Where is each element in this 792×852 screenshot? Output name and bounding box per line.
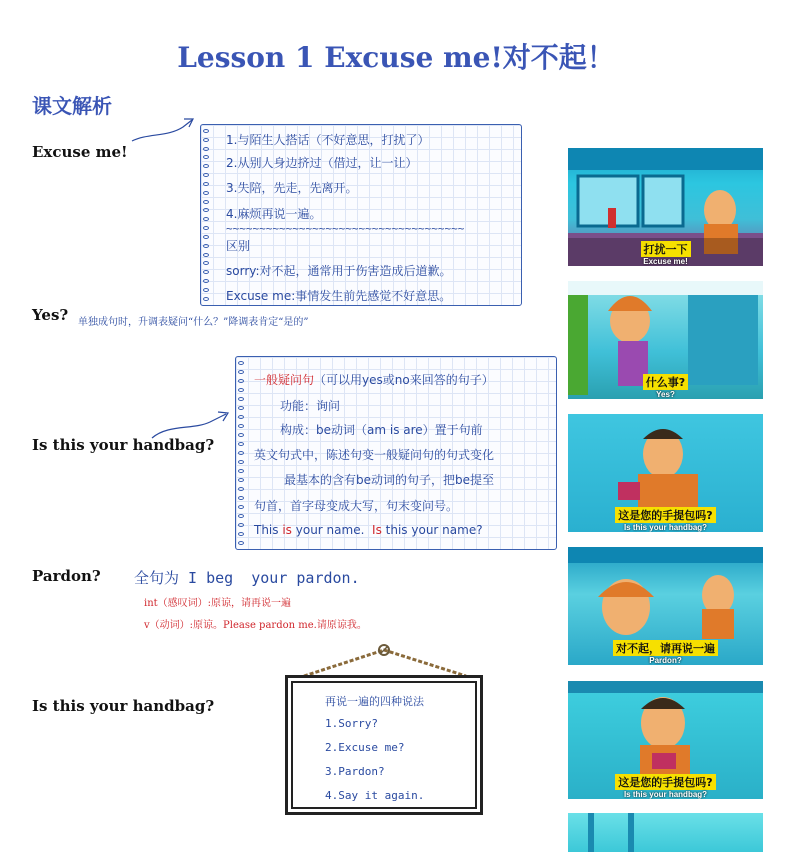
frame-heading: 再说一遍的四种说法 — [325, 695, 424, 708]
video-frame-1 — [568, 148, 763, 266]
example-text: This — [254, 523, 283, 537]
caption-chinese: 对不起，请再说一遍 — [613, 640, 718, 656]
example-highlight: Is — [372, 523, 382, 537]
frame-item: 2.Excuse me? — [325, 741, 405, 754]
yes-note: 单独成句时，升调表疑问“什么？”降调表肯定“是的” — [78, 317, 309, 328]
video-frame-6 — [568, 813, 763, 852]
frame-item: 1.Sorry? — [325, 717, 378, 730]
phrase-yes: Yes? — [32, 306, 69, 324]
note-line: 功能：询问 — [280, 399, 341, 413]
note-line: sorry:对不起，通常用于伤害造成后道歉。 — [226, 264, 452, 278]
caption-english: Pardon? — [649, 656, 682, 665]
caption-english: Is this your handbag? — [623, 523, 708, 532]
example-text: this your name? — [381, 523, 483, 537]
note-line: 区别 — [226, 239, 251, 253]
caption-english: Yes? — [656, 390, 675, 399]
note-line: 构成：be动词（am is are）置于句前 — [280, 423, 483, 437]
question-notes-card — [235, 356, 557, 550]
example-line — [254, 523, 483, 537]
arrow-excuse-icon — [128, 115, 200, 147]
question-type-desc: （可以用yes或no来回答的句子） — [314, 373, 494, 387]
example-text: your name. — [291, 523, 365, 537]
note-line: Excuse me:事情发生前先感觉不好意思。 — [226, 289, 452, 303]
frame-hanger-icon — [300, 642, 470, 678]
video-frame-4 — [568, 547, 763, 665]
wavy-divider: ~~~~~~~~~~~~~~~~~~~~~~~~~~~~~~~~~~~~ — [226, 222, 465, 235]
section-heading: 课文解析 — [32, 94, 112, 118]
note-line: 2.从别人身边挤过（借过，让一让） — [226, 156, 418, 170]
pardon-v-line: v（动词）:原谅。Please pardon me.请原谅我。 — [144, 620, 367, 631]
caption-english: Excuse me! — [643, 257, 688, 266]
pardon-int-line: int（感叹词）:原谅，请再说一遍 — [144, 598, 292, 609]
video-frame-3 — [568, 414, 763, 532]
pardon-full-sentence: 全句为 I beg your pardon. — [134, 569, 360, 587]
note-line: 英文句式中，陈述句变一般疑问句的句式变化 — [254, 448, 495, 462]
example-highlight: is — [282, 523, 292, 537]
frame-item: 3.Pardon? — [325, 765, 385, 778]
note-line: 3.失陪，先走，先离开。 — [226, 181, 358, 195]
phrase-handbag-2: Is this your handbag? — [32, 697, 215, 715]
caption-chinese: 这是您的手提包吗? — [615, 774, 715, 790]
phrase-pardon: Pardon? — [32, 567, 101, 585]
caption-english: Is this your handbag? — [623, 790, 708, 799]
video-frame-5 — [568, 681, 763, 799]
caption-chinese: 什么事? — [643, 374, 688, 390]
note-line — [254, 371, 494, 388]
video-frame-2 — [568, 281, 763, 399]
page-title: Lesson 1 Excuse me!对不起！ — [177, 41, 615, 74]
caption-chinese: 这是您的手提包吗? — [615, 507, 715, 523]
excuse-me-notes-card — [200, 124, 522, 306]
note-line: 4.麻烦再说一遍。 — [226, 207, 322, 221]
note-line: 句首，首字母变成大写，句末变问号。 — [254, 499, 459, 513]
note-line: 1.与陌生人搭话（不好意思，打扰了） — [226, 133, 430, 147]
caption-chinese: 打扰一下 — [641, 241, 691, 257]
binder-rings — [203, 129, 211, 301]
note-line: 最基本的含有be动词的句子，把be提至 — [284, 473, 495, 487]
arrow-handbag-icon — [148, 408, 234, 442]
four-ways-frame — [285, 675, 483, 815]
cartoon-bus-image — [568, 813, 763, 852]
phrase-excuse-me: Excuse me! — [32, 143, 128, 161]
frame-item: 4.Say it again. — [325, 789, 425, 802]
question-type-label: 一般疑问句 — [254, 373, 315, 387]
phrase-handbag: Is this your handbag? — [32, 436, 215, 454]
binder-rings — [238, 361, 246, 545]
